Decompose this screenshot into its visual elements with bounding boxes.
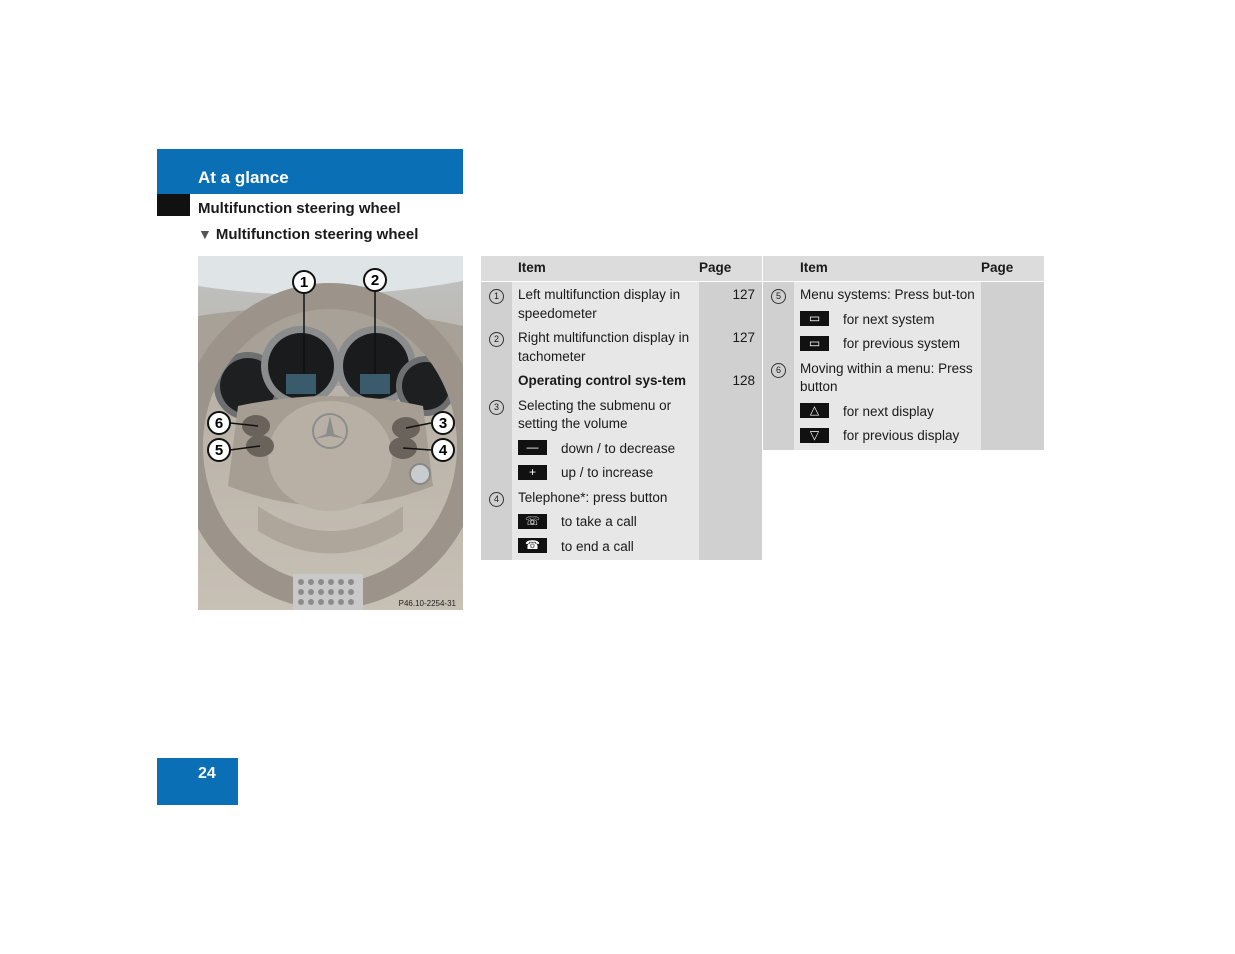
steering-wheel-photo bbox=[198, 256, 463, 610]
item-text: Telephone*: press button bbox=[512, 485, 699, 510]
triangle-down-icon: ▼ bbox=[198, 226, 212, 242]
minus-icon: — bbox=[518, 440, 547, 455]
header-num bbox=[763, 256, 794, 282]
table-row bbox=[481, 325, 762, 368]
item-text: for previous display bbox=[843, 428, 960, 443]
table-row bbox=[481, 534, 762, 561]
header-num bbox=[481, 256, 512, 282]
plus-icon: + bbox=[518, 465, 547, 480]
item-text: down / to decrease bbox=[561, 440, 676, 456]
table-row bbox=[763, 331, 1044, 356]
table-row bbox=[763, 356, 1044, 399]
table-row bbox=[481, 509, 762, 534]
table-row bbox=[763, 307, 1044, 332]
callout-2: 2 bbox=[370, 272, 380, 289]
item-text: Moving within a menu: Press button bbox=[794, 356, 981, 399]
previous-display-icon: ▽ bbox=[800, 428, 829, 443]
item-text: up / to increase bbox=[561, 465, 654, 480]
table-row bbox=[481, 393, 762, 436]
table-row bbox=[481, 485, 762, 510]
next-display-icon: △ bbox=[800, 403, 829, 418]
item-page: 127 bbox=[699, 325, 762, 368]
page-number-box bbox=[157, 758, 238, 805]
item-text: Right multifunction display in tachometer bbox=[512, 325, 699, 368]
header-page: Page bbox=[699, 256, 762, 282]
items-table-right bbox=[763, 256, 1044, 450]
previous-system-icon: ▭ bbox=[800, 336, 829, 351]
item-number: 1 bbox=[489, 289, 504, 304]
chapter-title: At a glance bbox=[198, 168, 289, 187]
table-row bbox=[763, 399, 1044, 424]
subsection-title bbox=[198, 226, 418, 243]
chapter-header bbox=[157, 149, 463, 194]
table-row bbox=[481, 460, 762, 485]
callout-3: 3 bbox=[438, 415, 448, 432]
callout-1: 1 bbox=[299, 274, 309, 291]
item-page: 127 bbox=[699, 282, 762, 326]
table-row bbox=[481, 368, 762, 393]
table-row bbox=[481, 282, 762, 326]
section-title: Multifunction steering wheel bbox=[198, 200, 401, 217]
next-system-icon: ▭ bbox=[800, 311, 829, 326]
item-number: 4 bbox=[489, 492, 504, 507]
items-table-left bbox=[481, 256, 762, 560]
item-text: for previous system bbox=[843, 336, 961, 351]
item-text: Menu systems: Press but-ton bbox=[794, 282, 981, 307]
header-page: Page bbox=[981, 256, 1044, 282]
header-item: Item bbox=[794, 256, 981, 282]
table-row bbox=[763, 282, 1044, 307]
phone-hangup-icon: ☎ bbox=[518, 538, 547, 553]
item-number: 6 bbox=[771, 363, 786, 378]
item-page: 128 bbox=[699, 368, 762, 393]
item-text: Left multifunction display in speedometer bbox=[512, 282, 699, 326]
callout-5: 5 bbox=[214, 442, 224, 459]
callout-6: 6 bbox=[214, 415, 224, 432]
item-text: to end a call bbox=[561, 538, 634, 554]
phone-answer-icon: ☏ bbox=[518, 514, 547, 529]
item-text: for next display bbox=[843, 403, 934, 419]
page-number: 24 bbox=[198, 765, 216, 782]
callout-4: 4 bbox=[438, 442, 448, 459]
item-text: to take a call bbox=[561, 514, 637, 529]
item-number: 5 bbox=[771, 289, 786, 304]
subsection-title-text: Multifunction steering wheel bbox=[215, 226, 419, 243]
header-item: Item bbox=[512, 256, 699, 282]
item-number: 3 bbox=[489, 400, 504, 415]
item-text: Operating control sys-tem bbox=[512, 368, 699, 393]
table-row bbox=[763, 423, 1044, 450]
item-text: Selecting the submenu or setting the volume bbox=[512, 393, 699, 436]
photo-code: P46.10-2254-31 bbox=[398, 599, 456, 608]
item-number: 2 bbox=[489, 332, 504, 347]
section-marker bbox=[157, 194, 190, 216]
table-row bbox=[481, 436, 762, 461]
item-text: for next system bbox=[843, 311, 935, 327]
